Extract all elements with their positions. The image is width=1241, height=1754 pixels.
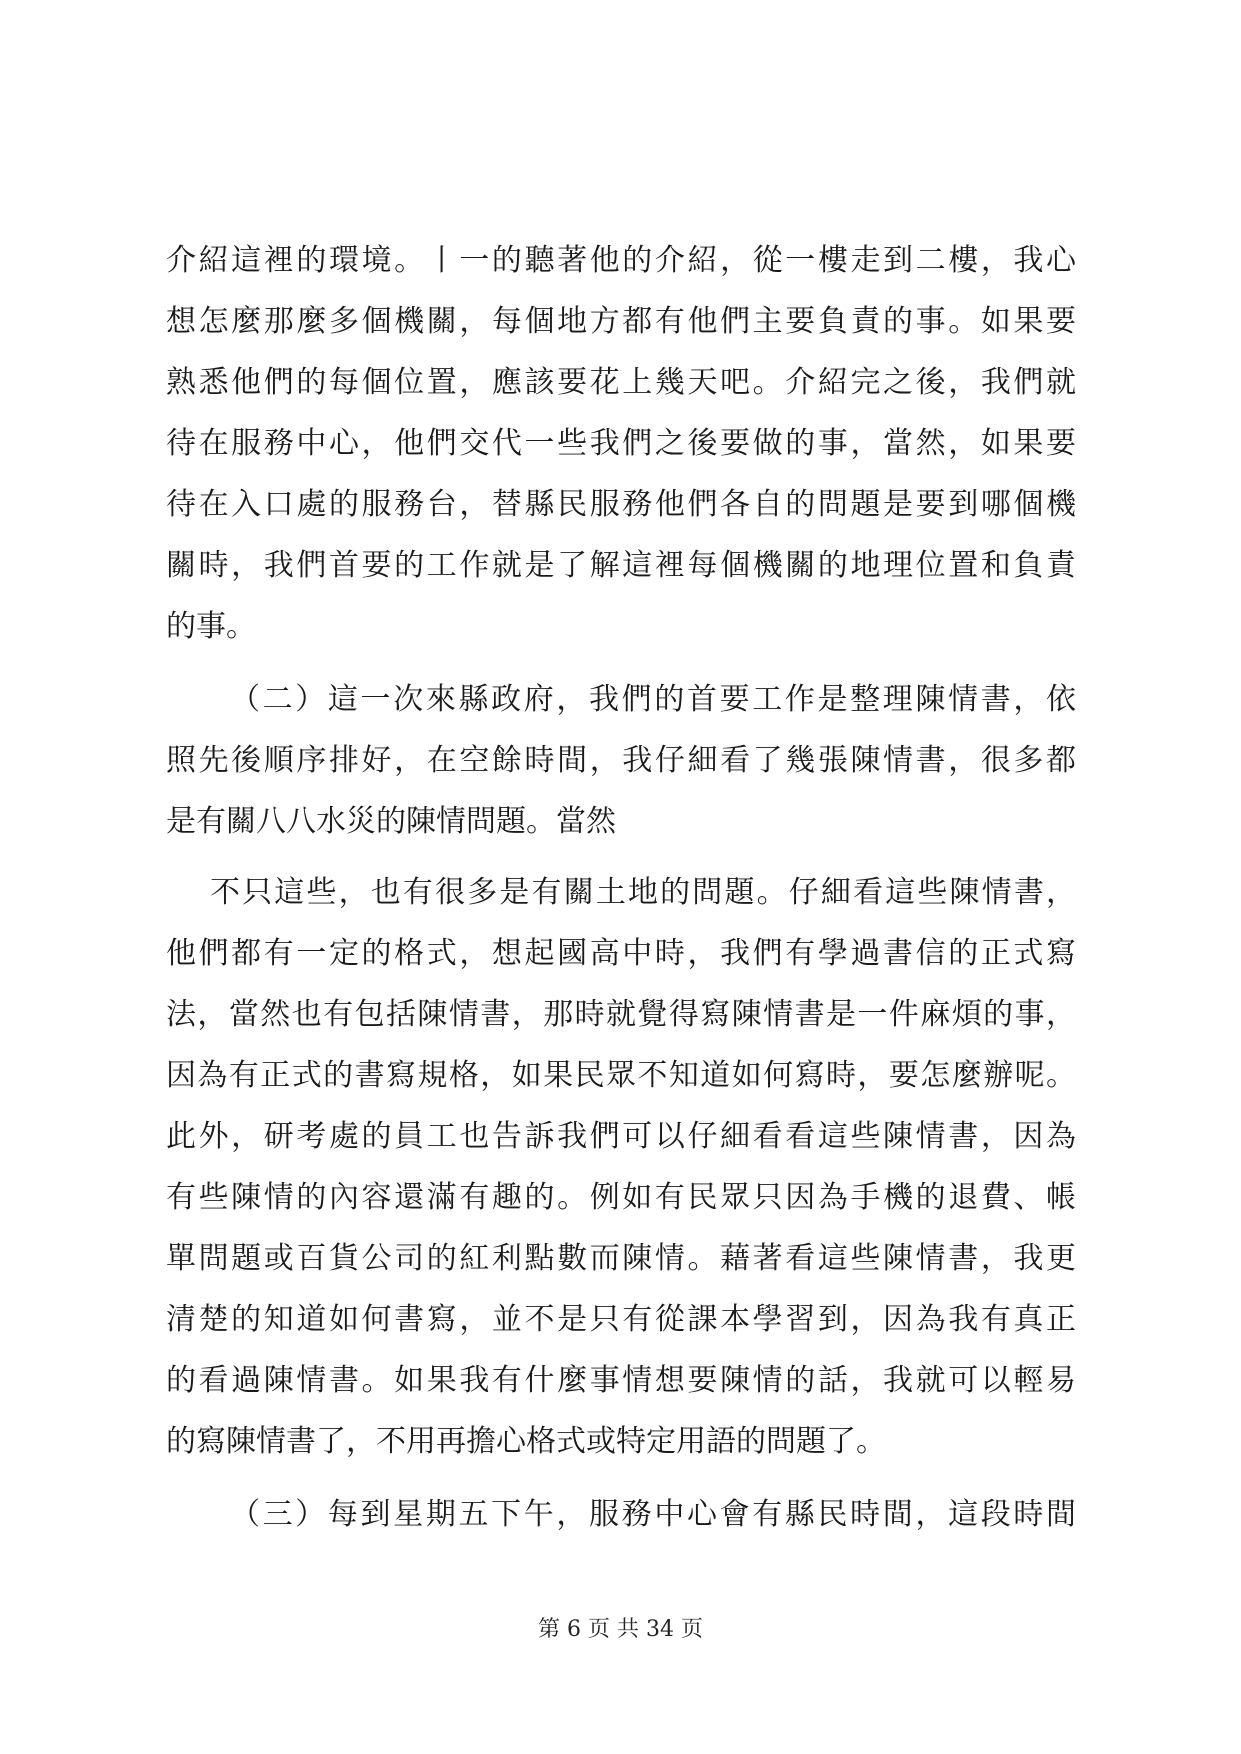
document-body [166,230,1076,1545]
text-line: 有些陳情的內容還滿有趣的。例如有民眾只因為手機的退費、帳 [166,1180,1076,1215]
text-line: 清楚的知道如何書寫，並不是只有從課本學習到，因為我有真正 [166,1302,1076,1337]
paragraph-3 [166,862,1076,1472]
text-line: 待在入口處的服務台，替縣民服務他們各自的問題是要到哪個機 [166,487,1076,522]
text-line: 的看過陳情書。如果我有什麼事情想要陳情的話，我就可以輕易 [166,1363,1076,1398]
paragraph-4 [166,1484,1076,1545]
text-line: 此外，研考處的員工也告訴我們可以仔細看看這些陳情書，因為 [166,1119,1076,1154]
text-line: 待在服務中心，他們交代一些我們之後要做的事，當然，如果要 [166,426,1076,461]
text-line: 介紹這裡的環境。丨一的聽著他的介紹，從一樓走到二樓，我心 [166,243,1076,278]
text-line: 是有關八八水災的陳情問題。當然 [166,804,616,839]
text-line: （三）每到星期五下午，服務中心會有縣民時間，這段時間 [230,1497,1076,1532]
text-line: 單問題或百貨公司的紅利點數而陳情。藉著看這些陳情書，我更 [166,1241,1076,1276]
text-line: 熟悉他們的每個位置，應該要花上幾天吧。介紹完之後，我們就 [166,365,1076,400]
text-line: 想怎麼那麼多個機關，每個地方都有他們主要負責的事。如果要 [166,304,1076,339]
text-line: 因為有正式的書寫規格，如果民眾不知道如何寫時，要怎麼辦呢。 [166,1058,1076,1093]
text-line: 不只這些，也有很多是有關土地的問題。仔細看這些陳情書， [210,875,1076,910]
text-line: 法，當然也有包括陳情書，那時就覺得寫陳情書是一件麻煩的事， [166,997,1076,1032]
paragraph-2 [166,669,1076,852]
text-line: 的事。 [166,609,256,644]
text-line: （二）這一次來縣政府，我們的首要工作是整理陳情書，依 [230,682,1076,717]
text-line: 照先後順序排好，在空餘時間，我仔細看了幾張陳情書，很多都 [166,743,1076,778]
text-line: 的寫陳情書了，不用再擔心格式或特定用語的問題了。 [166,1424,886,1459]
text-line: 關時，我們首要的工作就是了解這裡每個機關的地理位置和負責 [166,548,1076,583]
text-line: 他們都有一定的格式，想起國高中時，我們有學過書信的正式寫 [166,936,1076,971]
paragraph-1 [166,230,1076,657]
page-number-footer: 第 6 页 共 34 页 [538,1617,703,1642]
